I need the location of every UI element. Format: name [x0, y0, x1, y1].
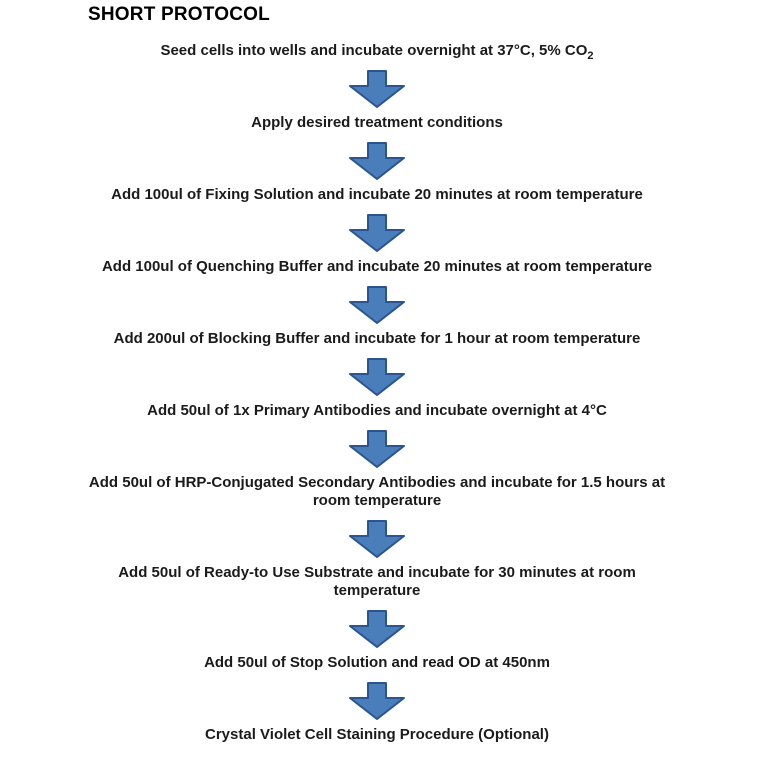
- down-arrow-shape: [350, 287, 404, 323]
- page-title: SHORT PROTOCOL: [88, 4, 270, 25]
- down-arrow-shape: [350, 431, 404, 467]
- down-arrow-icon: [349, 142, 405, 180]
- protocol-step-primary-antibodies: Add 50ul of 1x Primary Antibodies and incubate overnight at 4°C: [147, 402, 607, 419]
- protocol-step-secondary-antibodies: Add 50ul of HRP-Conjugated Secondary Antibodies and incubate for 1.5 hours at room temperature: [88, 474, 666, 509]
- protocol-step-stop-solution: Add 50ul of Stop Solution and read OD at 450nm: [204, 654, 550, 671]
- down-arrow-shape: [350, 71, 404, 107]
- down-arrow-icon: [349, 682, 405, 720]
- down-arrow-icon: [349, 70, 405, 108]
- down-arrow-shape: [350, 683, 404, 719]
- down-arrow-shape: [350, 521, 404, 557]
- protocol-step-crystal-violet: Crystal Violet Cell Staining Procedure (Optional): [205, 726, 549, 743]
- protocol-step-blocking: Add 200ul of Blocking Buffer and incubate for 1 hour at room temperature: [113, 330, 641, 347]
- protocol-flow: [0, 42, 764, 744]
- down-arrow-shape: [350, 215, 404, 251]
- down-arrow-icon: [349, 520, 405, 558]
- protocol-step-fixing: Add 100ul of Fixing Solution and incubate 20 minutes at room temperature: [111, 186, 643, 203]
- step-text: Seed cells into wells and incubate overnight at 37°C, 5% CO: [160, 42, 588, 59]
- down-arrow-icon: [349, 214, 405, 252]
- down-arrow-icon: [349, 610, 405, 648]
- down-arrow-icon: [349, 286, 405, 324]
- protocol-step-quenching: Add 100ul of Quenching Buffer and incubate 20 minutes at room temperature: [101, 258, 653, 275]
- protocol-step-seed-cells: [160, 42, 593, 60]
- protocol-step-substrate: Add 50ul of Ready-to Use Substrate and incubate for 30 minutes at room temperature: [118, 564, 636, 599]
- down-arrow-icon: [349, 358, 405, 396]
- down-arrow-shape: [350, 359, 404, 395]
- down-arrow-shape: [350, 143, 404, 179]
- co2-subscript: 2: [587, 50, 594, 62]
- down-arrow-shape: [350, 611, 404, 647]
- protocol-step-treatment: Apply desired treatment conditions: [251, 114, 503, 131]
- down-arrow-icon: [349, 430, 405, 468]
